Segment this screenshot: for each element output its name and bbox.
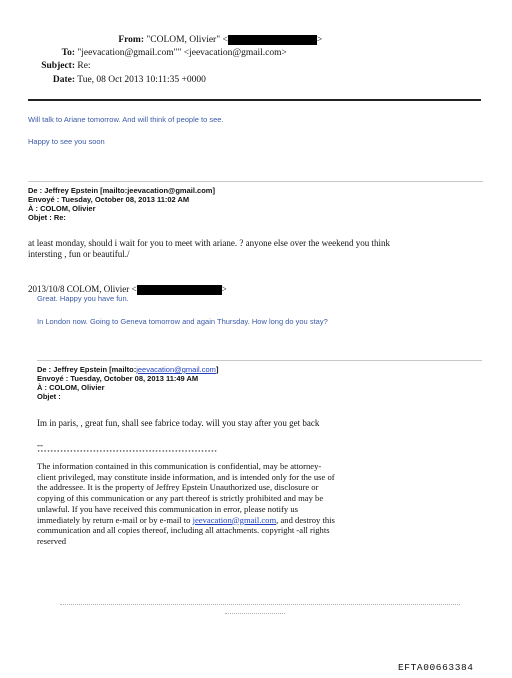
email-link[interactable]: jeevacation@gmail.com: [136, 365, 216, 374]
dotted-divider: [60, 604, 460, 605]
header-from-row: [0, 35, 322, 46]
signature-stars: *******************************************************: [37, 450, 218, 456]
date-label: Date:: [52, 75, 75, 85]
header-divider: [28, 99, 481, 101]
subject-value: Re:: [77, 61, 91, 71]
from-value: "COLOM, Olivier" <: [146, 35, 228, 46]
quote-body-line: intersting , fun or beautiful./: [28, 249, 130, 259]
header-to-row: [0, 48, 287, 59]
email-link[interactable]: jeevacation@gmail.com: [192, 514, 277, 525]
quote-subject: Objet : Re:: [28, 213, 66, 222]
quote-body-line: at least monday, should i wait for you to meet with ariane. ? anyone else over the weekend you think: [28, 238, 391, 248]
quote-subject: Objet :: [37, 392, 61, 401]
quote-de: De : Jeffrey Epstein [mailto:jeevacation@gmail.com]: [37, 365, 219, 374]
quote-line: Great. Happy you have fun.: [37, 294, 129, 303]
from-label: From:: [118, 35, 144, 46]
redaction-box: [228, 35, 317, 45]
to-label: To:: [61, 48, 75, 58]
quote-body-line: Im in paris, , great fun, shall see fabrice today. will you stay after you get back: [37, 418, 320, 428]
bates-number: EFTA00663384: [398, 662, 474, 673]
header-subject-row: [0, 61, 91, 72]
to-value: "jeevacation@gmail.com"" <jeevacation@gmail.com>: [77, 48, 287, 58]
message-line: Happy to see you soon: [28, 137, 105, 146]
quote-divider: [37, 360, 482, 361]
confidentiality-disclaimer: The information contained in this communication is confidential, may be attorney-client privileged, may constitute inside information, and is intended only for the use of the addressee. It is the property of Jeffrey Epstein Unauthorized use, disclosure or copying of this communication or any part thereof is strictly prohibited and may be unlawful. If you have received this communication in error, please notify us immediately by return e-mail or by e-mail to jeevacation@gmail.com, and destroy this communication and all copies thereof, including all attachments. copyright -all rights reserved: [37, 461, 335, 546]
quote-de: De : Jeffrey Epstein [mailto:jeevacation@gmail.com]: [28, 186, 215, 195]
quote-line: In London now. Going to Geneva tomorrow and again Thursday. How long do you stay?: [37, 317, 328, 326]
quote-attribution: 2013/10/8 COLOM, Olivier < >: [28, 284, 227, 294]
quote-envoye: Envoyé : Tuesday, October 08, 2013 11:02 AM: [28, 195, 190, 204]
quote-to: À : COLOM, Olivier: [37, 383, 105, 392]
date-value: Tue, 08 Oct 2013 10:11:35 +0000: [77, 75, 206, 85]
header-date-row: [0, 75, 206, 86]
quote-divider: [28, 181, 483, 182]
quote-to: À : COLOM, Olivier: [28, 204, 96, 213]
signature-dashes: --: [37, 440, 43, 450]
from-tail: >: [316, 35, 323, 46]
quote-envoye: Envoyé : Tuesday, October 08, 2013 11:49 AM: [37, 374, 199, 383]
message-line: Will talk to Ariane tomorrow. And will think of people to see.: [28, 115, 224, 124]
dotted-divider: [225, 613, 285, 614]
redaction-box: [137, 285, 222, 295]
subject-label: Subject:: [41, 61, 75, 71]
